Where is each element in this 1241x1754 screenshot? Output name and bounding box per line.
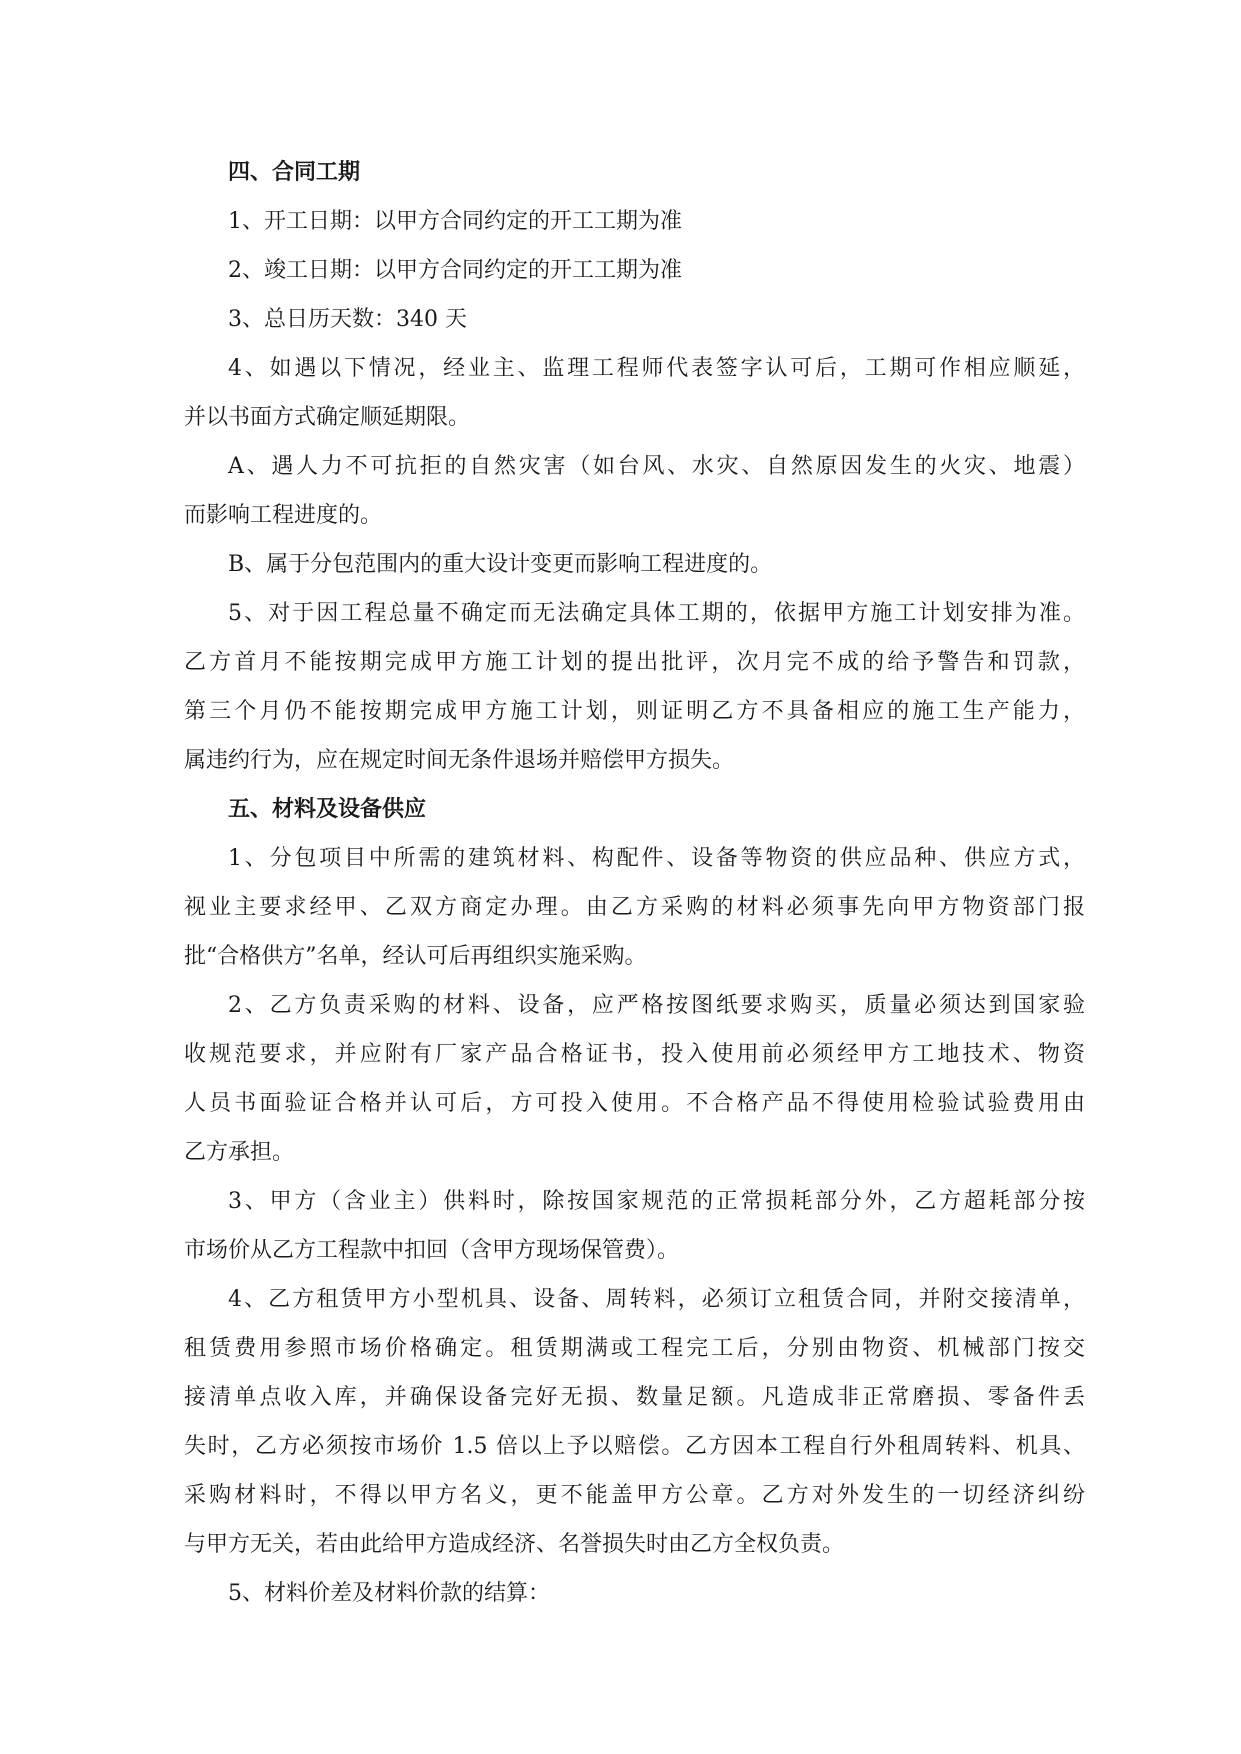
section-4-item-3: 3、总日历天数：340 天 bbox=[228, 307, 467, 332]
section-4-item-2: 2、竣工日期：以甲方合同约定的开工工期为准 bbox=[228, 258, 682, 283]
section-5-item-4-line-4: 失时，乙方必须按市场价 1.5 倍以上予以赔偿。乙方因本工程自行外租周转料、机具、 bbox=[184, 1434, 1085, 1459]
section-5-item-1-line-3: 批“合格供方”名单，经认可后再组织实施采购。 bbox=[184, 944, 647, 969]
section-4-item-4-line-2: 并以书面方式确定顺延期限。 bbox=[184, 405, 471, 430]
section-5-item-4-line-6: 与甲方无关，若由此给甲方造成经济、名誉损失时由乙方全权负责。 bbox=[184, 1532, 845, 1557]
section-4-item-5-line-2: 乙方首月不能按期完成甲方施工计划的提出批评，次月完不成的给予警告和罚款， bbox=[184, 650, 1085, 675]
section-4-item-1: 1、开工日期：以甲方合同约定的开工工期为准 bbox=[228, 209, 682, 234]
section-5-item-5: 5、材料价差及材料价款的结算： bbox=[228, 1581, 550, 1606]
section-5-item-1-line-2: 视业主要求经甲、乙双方商定办理。由乙方采购的材料必须事先向甲方物资部门报 bbox=[184, 895, 1085, 920]
section-5-item-4-line-3: 接清单点收入库，并确保设备完好无损、数量足额。凡造成非正常磨损、零备件丢 bbox=[184, 1385, 1085, 1410]
section-5-heading: 五、材料及设备供应 bbox=[228, 796, 427, 822]
section-4-item-b: B、属于分包范围内的重大设计变更而影响工程进度的。 bbox=[228, 552, 773, 577]
section-5-item-4-line-5: 采购材料时，不得以甲方名义，更不能盖甲方公章。乙方对外发生的一切经济纠纷 bbox=[184, 1483, 1085, 1508]
section-5-item-2-line-4: 乙方承担。 bbox=[184, 1140, 295, 1165]
section-4-item-a-line-1: A、遇人力不可抗拒的自然灾害（如台风、水灾、自然原因发生的火灾、地震） bbox=[228, 454, 1085, 479]
section-4-item-a-line-2: 而影响工程进度的。 bbox=[184, 503, 383, 528]
section-5-item-3-line-2: 市场价从乙方工程款中扣回（含甲方现场保管费）。 bbox=[184, 1238, 680, 1263]
section-5-item-4-line-2: 租赁费用参照市场价格确定。租赁期满或工程完工后，分别由物资、机械部门按交 bbox=[184, 1336, 1085, 1361]
document-body bbox=[184, 148, 1085, 1618]
section-5-item-2-line-2: 收规范要求，并应附有厂家产品合格证书，投入使用前必须经甲方工地技术、物资 bbox=[184, 1042, 1085, 1067]
section-5-item-3-line-1: 3、甲方（含业主）供料时，除按国家规范的正常损耗部分外，乙方超耗部分按 bbox=[228, 1189, 1085, 1214]
section-5-item-1-line-1: 1、分包项目中所需的建筑材料、构配件、设备等物资的供应品种、供应方式， bbox=[228, 846, 1085, 871]
section-4-item-5-line-3: 第三个月仍不能按期完成甲方施工计划，则证明乙方不具备相应的施工生产能力， bbox=[184, 699, 1085, 724]
section-4-item-5-line-1: 5、对于因工程总量不确定而无法确定具体工期的，依据甲方施工计划安排为准。 bbox=[228, 601, 1085, 626]
section-5-item-4-line-1: 4、乙方租赁甲方小型机具、设备、周转料，必须订立租赁合同，并附交接清单， bbox=[228, 1287, 1085, 1312]
section-4-item-5-line-4: 属违约行为，应在规定时间无条件退场并赔偿甲方损失。 bbox=[184, 748, 735, 773]
section-5-item-2-line-1: 2、乙方负责采购的材料、设备，应严格按图纸要求购买，质量必须达到国家验 bbox=[228, 993, 1085, 1018]
section-4-item-4-line-1: 4、如遇以下情况，经业主、监理工程师代表签字认可后，工期可作相应顺延， bbox=[228, 356, 1085, 381]
section-5-item-2-line-3: 人员书面验证合格并认可后，方可投入使用。不合格产品不得使用检验试验费用由 bbox=[184, 1091, 1085, 1116]
section-4-heading: 四、合同工期 bbox=[228, 159, 361, 185]
